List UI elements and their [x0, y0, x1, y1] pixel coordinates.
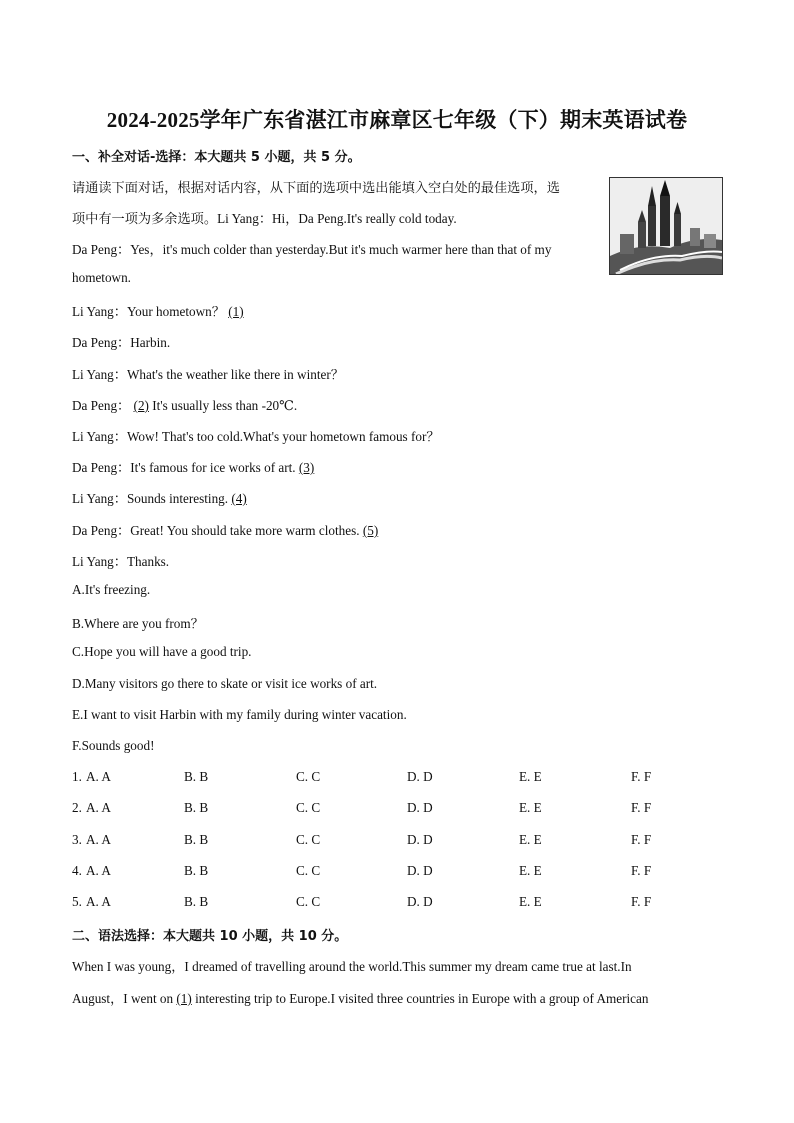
choice-a[interactable]: A. A — [86, 832, 111, 847]
dialog-text: Your hometown？ — [126, 304, 225, 319]
choice-a[interactable]: A. A — [86, 894, 111, 909]
choice-b[interactable]: B. B — [184, 832, 209, 847]
dialog-speaker: Li Yang： — [72, 367, 127, 382]
dialog-line — [72, 239, 551, 258]
option-a: A.It's freezing. — [72, 582, 151, 597]
question-row — [72, 800, 712, 818]
passage-line-2 — [72, 988, 648, 1007]
choice-e[interactable]: E. E — [519, 863, 542, 878]
dialog-line — [72, 332, 170, 351]
dialog-line — [72, 520, 378, 539]
choice-a[interactable]: A. A — [86, 769, 111, 784]
question-number: 3. — [72, 832, 82, 847]
choice-d[interactable]: D. D — [407, 832, 433, 847]
option-d: D.Many visitors go there to skate or visit ice works of art. — [72, 676, 378, 691]
dialog-text: Great! You should take more warm clothes. — [130, 523, 360, 538]
blank-4: (4) — [231, 491, 247, 506]
choice-a[interactable]: A. A — [86, 800, 111, 815]
blank-2: (2) — [133, 398, 149, 413]
dialog-speaker: Da Peng： — [72, 523, 131, 538]
choice-f[interactable]: F. F — [631, 800, 652, 815]
dialog-speaker: Da Peng： — [72, 460, 131, 475]
choice-c[interactable]: C. C — [296, 800, 321, 815]
question-number: 4. — [72, 863, 82, 878]
choice-c[interactable]: C. C — [296, 769, 321, 784]
blank-1: (1) — [228, 304, 244, 319]
choice-d[interactable]: D. D — [407, 894, 433, 909]
intro-line-2-dialog: Li Yang：Hi，Da Peng.It's really cold today. — [217, 211, 457, 226]
question-number: 5. — [72, 894, 82, 909]
dialog-speaker: Da Peng： — [72, 398, 131, 413]
choice-c[interactable]: C. C — [296, 832, 321, 847]
dialog-line — [72, 551, 169, 570]
passage-text: August，I went on — [72, 991, 177, 1006]
choice-d[interactable]: D. D — [407, 800, 433, 815]
dialog-line — [72, 270, 131, 286]
choice-c[interactable]: C. C — [296, 863, 321, 878]
choice-b[interactable]: B. B — [184, 800, 209, 815]
choice-d[interactable]: D. D — [407, 769, 433, 784]
dialog-speaker: Li Yang： — [72, 304, 127, 319]
dialog-speaker: Da Peng： — [72, 242, 131, 257]
intro-line-2 — [72, 208, 457, 227]
choice-b[interactable]: B. B — [184, 894, 209, 909]
choice-f[interactable]: F. F — [631, 863, 652, 878]
dialog-speaker: Li Yang： — [72, 429, 127, 444]
option-e: E.I want to visit Harbin with my family during winter vacation. — [72, 707, 407, 722]
dialog-text: It's famous for ice works of art. — [130, 460, 296, 475]
choice-c[interactable]: C. C — [296, 894, 321, 909]
choice-e[interactable]: E. E — [519, 769, 542, 784]
choice-b[interactable]: B. B — [184, 769, 209, 784]
dialog-text: hometown. — [72, 270, 131, 285]
dialog-speaker: Li Yang： — [72, 491, 127, 506]
choice-e[interactable]: E. E — [519, 800, 542, 815]
choice-f[interactable]: F. F — [631, 769, 652, 784]
blank-3: (3) — [298, 460, 315, 475]
dialog-text: Thanks. — [126, 554, 170, 569]
dialog-line — [72, 364, 344, 383]
question-row — [72, 832, 712, 850]
option-c: C.Hope you will have a good trip. — [72, 644, 252, 659]
choice-e[interactable]: E. E — [519, 894, 542, 909]
choice-b[interactable]: B. B — [184, 863, 209, 878]
passage-line-1: When I was young，I dreamed of travelling around the world.This summer my dream came true at last.In — [72, 959, 632, 974]
dialog-text: Sounds interesting. — [126, 491, 229, 506]
dialog-line — [72, 488, 247, 507]
dialog-line — [72, 426, 440, 445]
dialog-line — [72, 457, 314, 476]
passage-text: interesting trip to Europe.I visited three countries in Europe with a group of American — [191, 991, 649, 1006]
section2-heading: 二、语法选择：本大题共 10 小题，共 10 分。 — [72, 929, 348, 944]
dialog-line — [72, 301, 244, 320]
intro-line-2-text: 项中有一项为多余选项。 — [72, 211, 218, 226]
blank-5: (5) — [362, 523, 379, 538]
passage-blank-1: (1) — [176, 991, 192, 1006]
intro-line-1: 请通读下面对话，根据对话内容，从下面的选项中选出能填入空白处的最佳选项，选 — [72, 180, 560, 195]
question-row — [72, 769, 712, 787]
section1-heading: 一、补全对话-选择：本大题共 5 小题，共 5 分。 — [72, 150, 361, 165]
option-b: B.Where are you from？ — [72, 616, 204, 631]
choice-f[interactable]: F. F — [631, 832, 652, 847]
ice-castle-illustration — [609, 177, 723, 275]
dialog-speaker: Da Peng： — [72, 335, 131, 350]
question-number: 2. — [72, 800, 82, 815]
dialog-text: Harbin. — [130, 335, 171, 350]
question-number: 1. — [72, 769, 82, 784]
dialog-text: What's the weather like there in winter？ — [126, 367, 344, 382]
dialog-speaker: Li Yang： — [72, 554, 127, 569]
option-f: F.Sounds good! — [72, 738, 155, 753]
dialog-line — [72, 395, 297, 414]
dialog-text: Yes，it's much colder than yesterday.But it's much warmer here than that of my — [130, 242, 552, 257]
choice-d[interactable]: D. D — [407, 863, 433, 878]
choice-a[interactable]: A. A — [86, 863, 111, 878]
choice-f[interactable]: F. F — [631, 894, 652, 909]
page-title: 2024-2025学年广东省湛江市麻章区七年级（下）期末英语试卷 — [106, 108, 688, 132]
dialog-text: Wow! That's too cold.What's your hometown famous for？ — [126, 429, 440, 444]
dialog-text: It's usually less than -20℃. — [152, 398, 298, 413]
choice-e[interactable]: E. E — [519, 832, 542, 847]
question-row — [72, 863, 712, 881]
question-row — [72, 894, 712, 912]
